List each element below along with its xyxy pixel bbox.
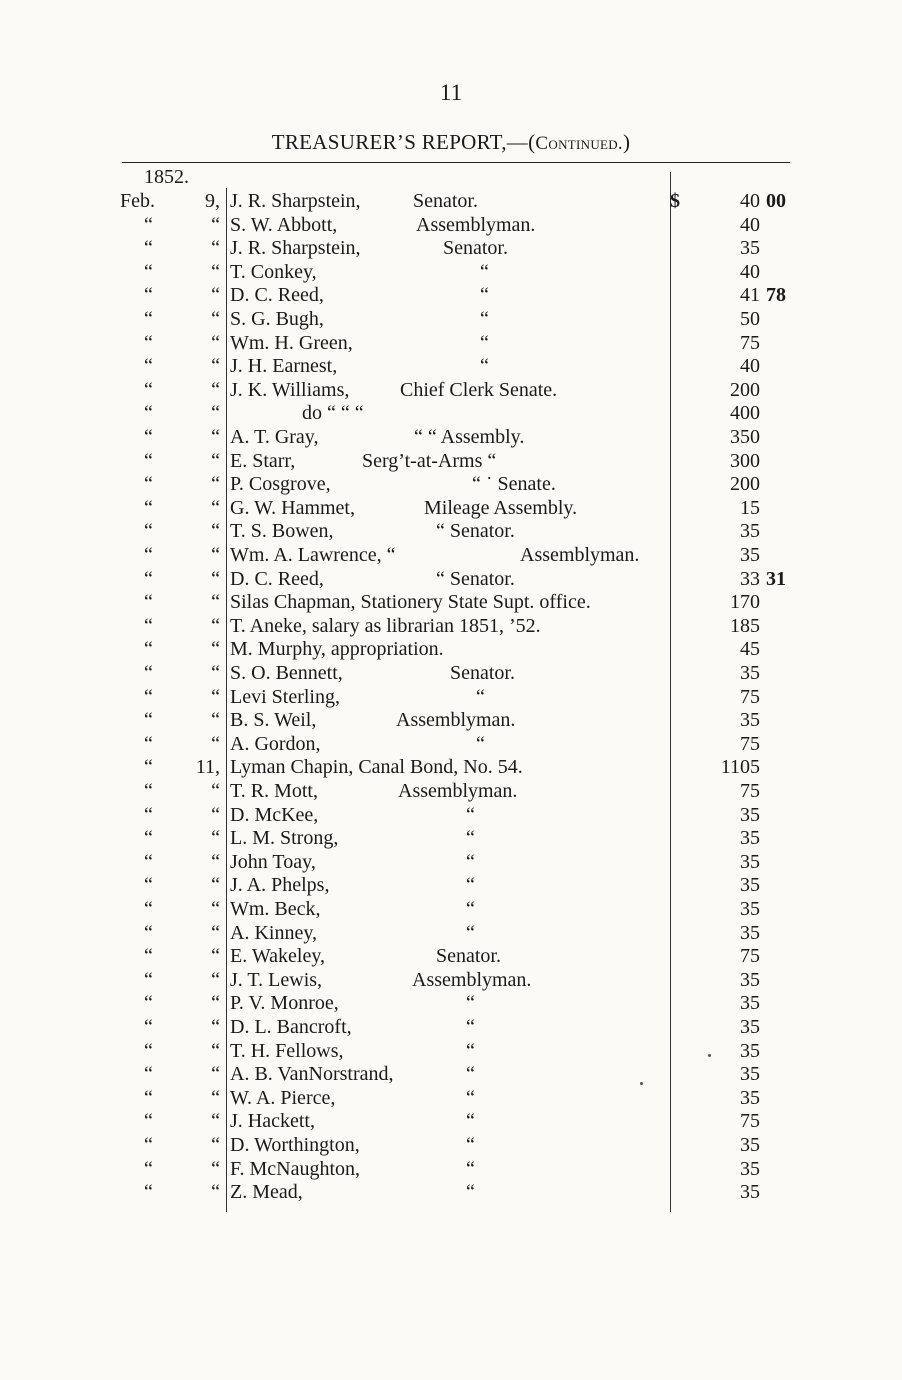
entry-month: “ (144, 1134, 153, 1156)
entry-day: “ (211, 850, 220, 873)
ledger-row (0, 1063, 902, 1087)
ledger-row (0, 1087, 902, 1111)
entry-amount: 185 (730, 614, 760, 637)
entry-title: Serg’t-at-Arms “ (362, 449, 497, 472)
entry-amount: 200 (730, 473, 760, 496)
ledger-row (0, 898, 902, 922)
entry-name: J. R. Sharpstein, (230, 190, 361, 212)
entry-name: Wm. A. Lawrence, “ (230, 544, 396, 566)
ledger-row (0, 473, 902, 497)
entry-name: T. S. Bowen, (230, 520, 334, 543)
entry-day: “ (211, 827, 220, 850)
entry-title: “ ˙ Senate. (472, 473, 556, 496)
ledger-row (0, 709, 902, 733)
entry-day: “ (211, 544, 220, 566)
ledger-row (0, 615, 902, 639)
entry-name: L. M. Strong, (230, 827, 339, 850)
ledger-row (0, 261, 902, 285)
entry-title: “ (466, 921, 475, 944)
ledger-row (0, 1181, 902, 1205)
entry-month: “ (144, 331, 153, 354)
entry-title: Assemblyman. (416, 213, 536, 236)
ledger-row (0, 591, 902, 615)
entry-title: Senator. (443, 237, 508, 260)
entry-title: Senator. (436, 945, 501, 968)
ledger-row (0, 497, 902, 521)
entry-title: do “ “ “ (302, 402, 364, 425)
ledger-row (0, 945, 902, 969)
entry-month: “ (144, 1063, 153, 1086)
entry-name: T. H. Fellows, (230, 1039, 344, 1062)
entry-month: “ (144, 898, 153, 920)
entry-day: “ (211, 355, 220, 378)
ink-speck (640, 1082, 643, 1085)
entry-day: “ (211, 992, 220, 1015)
entry-month: “ (144, 874, 153, 897)
entry-title: “ (466, 1063, 475, 1086)
entry-title: Assemblyman. (396, 709, 516, 732)
entry-month: “ (144, 402, 153, 425)
entry-month: “ (144, 756, 153, 779)
entry-amount: 75 (740, 780, 760, 802)
entry-cents: 00 (766, 190, 786, 212)
entry-name: T. Conkey, (230, 260, 317, 283)
entry-title: “ (466, 1110, 475, 1133)
entry-amount: 35 (740, 803, 760, 826)
entry-day: “ (211, 732, 220, 755)
entry-day: “ (211, 567, 220, 590)
entry-amount: 35 (740, 1039, 760, 1062)
entry-title: “ (480, 355, 489, 378)
entry-amount: 350 (730, 426, 760, 448)
entry-month: “ (144, 426, 153, 448)
entry-title: Senator. (413, 190, 478, 212)
entry-month: “ (144, 284, 153, 307)
entry-amount: 35 (740, 544, 760, 566)
ledger-row (0, 1158, 902, 1182)
page-title-close: ) (622, 130, 631, 154)
entry-month: “ (144, 1157, 153, 1180)
entry-name: J. H. Earnest, (230, 355, 338, 378)
entry-day: “ (211, 1016, 220, 1038)
ledger-row (0, 284, 902, 308)
entry-amount: 300 (730, 449, 760, 472)
ledger-row (0, 568, 902, 592)
entry-title: “ Senator. (436, 520, 515, 543)
entry-month: “ (144, 827, 153, 850)
entry-amount: 35 (740, 827, 760, 850)
entry-day: “ (211, 331, 220, 354)
entry-title: “ (480, 284, 489, 307)
entry-day: “ (211, 426, 220, 448)
entry-name: A. Kinney, (230, 921, 318, 944)
entry-day: “ (211, 662, 220, 684)
ledger-row (0, 969, 902, 993)
entry-amount: 35 (740, 1134, 760, 1156)
ledger-row (0, 1134, 902, 1158)
entry-amount: 15 (740, 496, 760, 519)
entry-amount: 35 (740, 992, 760, 1015)
entry-month: “ (144, 780, 153, 802)
entry-amount: 35 (740, 709, 760, 732)
entry-day: “ (211, 709, 220, 732)
entry-amount: 75 (740, 732, 760, 755)
entry-month: “ (144, 732, 153, 755)
entry-name: W. A. Pierce, (230, 1086, 336, 1109)
entry-name: J. R. Sharpstein, (230, 237, 361, 260)
entry-month: “ (144, 449, 153, 472)
entry-title: “ (466, 1157, 475, 1180)
entry-name: Wm. Beck, (230, 898, 321, 920)
entry-amount: 75 (740, 685, 760, 708)
entry-month: “ (144, 308, 153, 330)
entry-day: 11, (195, 756, 220, 779)
entry-title: “ Senator. (436, 567, 515, 590)
ledger-row (0, 544, 902, 568)
entry-title: “ (480, 260, 489, 283)
entry-name: S. O. Bennett, (230, 662, 343, 684)
ledger-row (0, 402, 902, 426)
ledger-row (0, 308, 902, 332)
entry-name: T. R. Mott, (230, 780, 318, 802)
page-number: 11 (439, 80, 463, 105)
entry-day: “ (211, 213, 220, 236)
entry-title: “ (466, 1039, 475, 1062)
entry-amount: 75 (740, 945, 760, 968)
entry-day: “ (211, 614, 220, 637)
entry-amount: 40 (740, 260, 760, 283)
entry-month: “ (144, 850, 153, 873)
ledger-row (0, 804, 902, 828)
entry-name: B. S. Weil, (230, 709, 317, 732)
entry-day: “ (211, 473, 220, 496)
ledger-row (0, 756, 902, 780)
entry-amount: 33 (740, 567, 760, 590)
entry-amount: 400 (730, 402, 760, 425)
ledger-row (0, 733, 902, 757)
entry-day: “ (211, 1086, 220, 1109)
entry-amount: 75 (740, 1110, 760, 1133)
entry-day: “ (211, 1157, 220, 1180)
entry-title: Assemblyman. (398, 780, 518, 802)
entry-name: P. V. Monroe, (230, 992, 339, 1015)
ledger-row (0, 662, 902, 686)
entry-day: “ (211, 803, 220, 826)
entry-day: “ (211, 898, 220, 920)
entry-name: J. T. Lewis, (230, 968, 323, 991)
entry-day: 9, (205, 190, 220, 212)
entry-name: D. McKee, (230, 803, 319, 826)
entry-title: “ (466, 827, 475, 850)
entry-cents: 78 (766, 284, 786, 307)
entry-title: “ (466, 1016, 475, 1038)
ledger-row (0, 1016, 902, 1040)
entry-month: “ (144, 1039, 153, 1062)
entry-title: “ (466, 1086, 475, 1109)
ledger-row (0, 426, 902, 450)
entry-amount: 35 (740, 874, 760, 897)
entry-month: “ (144, 496, 153, 519)
entry-name: A. B. VanNorstrand, (230, 1063, 394, 1086)
ledger-row (0, 851, 902, 875)
entry-title: “ (466, 803, 475, 826)
entry-month: “ (144, 260, 153, 283)
entry-day: “ (211, 968, 220, 991)
entry-amount: 35 (740, 1016, 760, 1038)
entry-amount: 35 (740, 898, 760, 920)
ink-speck (708, 1054, 711, 1057)
entry-amount: 200 (730, 378, 760, 401)
entry-title: “ (466, 992, 475, 1015)
entry-name: John Toay, (230, 850, 316, 873)
entry-amount: 170 (730, 591, 760, 614)
entry-amount: 50 (740, 308, 760, 330)
entry-month: “ (144, 591, 153, 614)
entry-amount: 41 (740, 284, 760, 307)
entry-name: A. Gordon, (230, 732, 321, 755)
entry-month: “ (144, 1110, 153, 1133)
entry-day: “ (211, 1134, 220, 1156)
entry-amount: 35 (740, 1086, 760, 1109)
entry-amount: 75 (740, 331, 760, 354)
entry-amount: 40 (740, 213, 760, 236)
ledger-row (0, 214, 902, 238)
page-title-main: TREASURER’S REPORT,—( (271, 130, 536, 154)
entry-day: “ (211, 945, 220, 968)
entry-month: “ (144, 237, 153, 260)
entry-name: D. C. Reed, (230, 567, 324, 590)
entry-day: “ (211, 921, 220, 944)
ledger-row (0, 992, 902, 1016)
entry-title: “ (476, 732, 485, 755)
entry-day: “ (211, 874, 220, 897)
entry-title: “ (476, 685, 485, 708)
entry-month: “ (144, 355, 153, 378)
entry-day: “ (211, 402, 220, 425)
entry-amount: 1105 (720, 756, 760, 779)
entry-month: “ (144, 921, 153, 944)
page-title-continued: Continued. (535, 133, 623, 154)
entry-name: D. C. Reed, (230, 284, 324, 307)
entry-day: “ (211, 1181, 220, 1204)
entry-title: “ (466, 898, 475, 920)
entry-day: “ (211, 638, 220, 661)
entry-name: S. G. Bugh, (230, 308, 324, 330)
ledger-row (0, 332, 902, 356)
entry-day: “ (211, 260, 220, 283)
entry-day: “ (211, 496, 220, 519)
entry-month: “ (144, 213, 153, 236)
entry-amount: 35 (740, 1157, 760, 1180)
ledger-row (0, 237, 902, 261)
entry-day: “ (211, 1039, 220, 1062)
entry-month: “ (144, 1086, 153, 1109)
entry-name: Levi Sterling, (230, 685, 340, 708)
entry-month: Feb. (120, 190, 155, 212)
entry-name: J. A. Phelps, (230, 874, 330, 897)
entry-cents: 31 (766, 567, 786, 590)
entry-amount: 35 (740, 921, 760, 944)
entry-day: “ (211, 308, 220, 330)
entry-title: “ (480, 331, 489, 354)
entry-day: “ (211, 520, 220, 543)
entry-month: “ (144, 945, 153, 968)
entry-amount: 35 (740, 237, 760, 260)
entry-day: “ (211, 449, 220, 472)
ledger-row (0, 1110, 902, 1134)
entry-day: “ (211, 780, 220, 802)
entry-title: Chief Clerk Senate. (400, 378, 558, 401)
entry-month: “ (144, 378, 153, 401)
entry-day: “ (211, 1063, 220, 1086)
entry-month: “ (144, 992, 153, 1015)
entry-name: E. Starr, (230, 449, 296, 472)
entry-title: “ “ Assembly. (414, 426, 525, 448)
ledger-row (0, 379, 902, 403)
entry-month: “ (144, 544, 153, 566)
entry-title: “ (480, 308, 489, 330)
entry-name: J. K. Williams, (230, 378, 350, 401)
entry-title: Assemblyman. (520, 544, 640, 566)
ledger-row (0, 780, 902, 804)
ledger-row (0, 190, 902, 214)
ledger-row (0, 827, 902, 851)
ledger-row (0, 638, 902, 662)
entry-amount: 35 (740, 662, 760, 684)
entry-name: J. Hackett, (230, 1110, 315, 1133)
entry-amount: 40 (740, 355, 760, 378)
entry-name: T. Aneke, salary as librarian 1851, ’52. (230, 614, 541, 637)
entry-name: P. Cosgrove, (230, 473, 331, 496)
entry-name: Silas Chapman, Stationery State Supt. office. (230, 591, 591, 614)
entry-amount: 35 (740, 850, 760, 873)
page-title (0, 130, 902, 155)
entry-amount: 35 (740, 1181, 760, 1204)
entry-title: “ (466, 874, 475, 897)
entry-name: A. T. Gray, (230, 426, 319, 448)
entry-amount: 35 (740, 968, 760, 991)
ledger-row (0, 922, 902, 946)
entry-name: Wm. H. Green, (230, 331, 353, 354)
entry-month: “ (144, 520, 153, 543)
entry-title: Senator. (450, 662, 515, 684)
entry-day: “ (211, 685, 220, 708)
entry-name: D. L. Bancroft, (230, 1016, 352, 1038)
entry-month: “ (144, 803, 153, 826)
entry-amount: 40 (740, 190, 760, 212)
top-rule (122, 162, 790, 163)
entry-title: Mileage Assembly. (424, 496, 578, 519)
ledger-row (0, 355, 902, 379)
entry-name: M. Murphy, appropriation. (230, 638, 444, 661)
entry-month: “ (144, 968, 153, 991)
entry-month: “ (144, 1181, 153, 1204)
ledger-row (0, 686, 902, 710)
entry-month: “ (144, 567, 153, 590)
entry-name: F. McNaughton, (230, 1157, 361, 1180)
entry-day: “ (211, 1110, 220, 1133)
entry-title: “ (466, 850, 475, 873)
entry-title: “ (466, 1134, 475, 1156)
entry-month: “ (144, 685, 153, 708)
entry-name: G. W. Hammet, (230, 496, 355, 519)
entry-amount: 35 (740, 520, 760, 543)
entry-day: “ (211, 237, 220, 260)
entry-name: Z. Mead, (230, 1181, 303, 1204)
ledger-row (0, 450, 902, 474)
entry-amount: 35 (740, 1063, 760, 1086)
entry-amount: 45 (740, 638, 760, 661)
report-year: 1852. (144, 166, 189, 188)
entry-name: E. Wakeley, (230, 945, 326, 968)
ledger-row (0, 1040, 902, 1064)
entry-name: Lyman Chapin, Canal Bond, No. 54. (230, 756, 523, 779)
entry-month: “ (144, 614, 153, 637)
entry-title: “ (466, 1181, 475, 1204)
entry-dollar-sign: $ (670, 190, 680, 212)
entry-month: “ (144, 473, 153, 496)
entry-month: “ (144, 1016, 153, 1038)
entry-month: “ (144, 709, 153, 732)
entry-month: “ (144, 662, 153, 684)
ledger-row (0, 874, 902, 898)
ledger-row (0, 520, 902, 544)
entry-day: “ (211, 378, 220, 401)
entry-name: D. Worthington, (230, 1134, 360, 1156)
entry-day: “ (211, 591, 220, 614)
entry-month: “ (144, 638, 153, 661)
entry-name: S. W. Abbott, (230, 213, 338, 236)
entry-day: “ (211, 284, 220, 307)
entry-title: Assemblyman. (412, 968, 532, 991)
